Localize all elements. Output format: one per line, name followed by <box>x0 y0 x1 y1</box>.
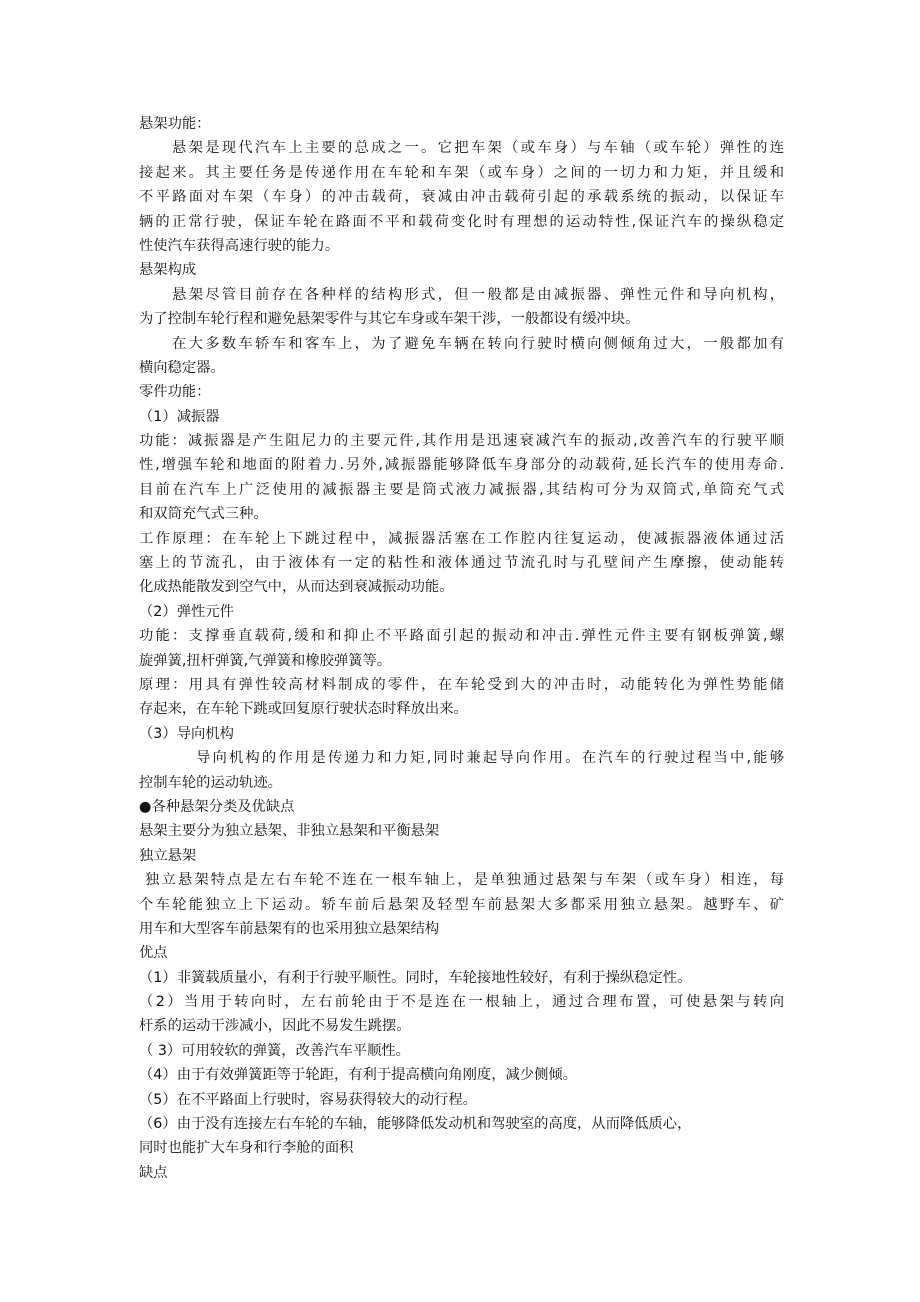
list-item: （4）由于有效弹簧距等于轮距，有利于提高横向角刚度，减少侧倾。 <box>139 1067 577 1084</box>
heading-disadvantages: 缺点 <box>139 1164 168 1181</box>
paragraph-line: 功能：减振器是产生阻尼力的主要元件,其作用是迅速衰减汽车的振动,改善汽车的行驶平顺 <box>139 433 784 450</box>
list-item-continuation: 杆系的运动干涉减小，因此不易发生跳摆。 <box>139 1018 411 1035</box>
heading-parts-function: 零件功能： <box>139 384 211 401</box>
heading-suspension-composition: 悬架构成 <box>139 262 197 279</box>
paragraph-line: 控制车轮的运动轨迹。 <box>139 774 282 791</box>
paragraph-line: 接起来。其主要任务是传递作用在车轮和车架（或车身）之间的一切力和力矩，并且缓和 <box>139 164 784 181</box>
paragraph-line: 不平路面对车架（车身）的冲击载荷，衰减由冲击载荷引起的承载系统的振动，以保证车 <box>139 189 784 206</box>
paragraph-line: 独立悬架特点是左右车轮不连在一根车轴上，是单独通过悬架与车架（或车身）相连，每 <box>145 872 784 889</box>
bullet-heading-classification: ●各种悬架分类及优缺点 <box>139 798 295 815</box>
subheading-shock-absorber: （1）减振器 <box>139 408 220 425</box>
paragraph-line: 塞上的节流孔，由于液体有一定的粘性和液体通过节流孔时与孔壁间产生摩擦，使动能转 <box>139 555 784 572</box>
subheading-elastic-element: （2）弹性元件 <box>139 603 234 620</box>
paragraph-line: 在大多数车轿车和客车上，为了避免车辆在转向行驶时横向侧倾角过大，一般都加有 <box>172 335 784 352</box>
paragraph-line: 为了控制车轮行程和避免悬架零件与其它车身或车架干涉，一般都设有缓冲块。 <box>139 311 640 328</box>
paragraph-line: 存起来，在车轮下跳或回复原行驶状态时释放出来。 <box>139 701 468 718</box>
heading-suspension-function: 悬架功能： <box>139 116 211 132</box>
document-body <box>139 112 784 1185</box>
list-item-continuation: 同时也能扩大车身和行李舱的面积 <box>139 1140 354 1157</box>
paragraph-line: 和双筒充气式三种。 <box>139 506 268 523</box>
paragraph-line: 悬架尽管目前存在各种样的结构形式，但一般都是由减振器、弹性元件和导向机构， <box>172 286 784 303</box>
paragraph-line: 悬架是现代汽车上主要的总成之一。它把车架（或车身）与车轴（或车轮）弹性的连 <box>172 140 784 157</box>
heading-advantages: 优点 <box>139 945 168 962</box>
paragraph-line: 性使汽车获得高速行驶的能力。 <box>139 237 340 254</box>
paragraph-line: 用车和大型客车前悬架有的也采用独立悬架结构 <box>139 920 440 937</box>
subheading-guide-mechanism: （3）导向机构 <box>139 725 234 742</box>
paragraph-line: 导向机构的作用是传递力和力矩,同时兼起导向作用。在汽车的行驶过程当中,能够 <box>196 750 784 767</box>
paragraph-line: 个车轮能独立上下运动。轿车前后悬架及轻型车前悬架大多都采用独立悬架。越野车、矿 <box>139 896 784 913</box>
paragraph-line: 旋弹簧,扭杆弹簧,气弹簧和橡胶弹簧等。 <box>139 652 392 669</box>
paragraph-line: 工作原理：在车轮上下跳过程中，减振器活塞在工作腔内往复运动，使减振器液体通过活 <box>139 530 784 547</box>
paragraph-line: 原理：用具有弹性较高材料制成的零件，在车轮受到大的冲击时，动能转化为弹性势能储 <box>139 676 784 693</box>
heading-independent-suspension: 独立悬架 <box>139 847 197 864</box>
list-item: （2）当用于转向时，左右前轮由于不是连在一根轴上，通过合理布置，可使悬架与转向 <box>139 994 784 1011</box>
paragraph-line: 横向稳定器。 <box>139 359 225 376</box>
paragraph-line: 目前在汽车上广泛使用的减振器主要是筒式液力减振器,其结构可分为双筒式,单筒充气式 <box>139 481 784 498</box>
paragraph-line: 功能：支撑垂直载荷,缓和和抑止不平路面引起的振动和冲击.弹性元件主要有钢板弹簧,螺 <box>139 628 784 645</box>
paragraph-line: 化成热能散发到空气中，从而达到衰减振动功能。 <box>139 579 454 596</box>
paragraph-line: 性,增强车轮和地面的附着力.另外,减振器能够降低车身部分的动载荷,延长汽车的使用寿命. <box>139 457 784 474</box>
list-item: （ 3）可用较软的弹簧，改善汽车平顺性。 <box>139 1042 410 1059</box>
list-item: （6）由于没有连接左右车轮的车轴，能够降低发动机和驾驶室的高度，从而降低质心， <box>139 1116 692 1133</box>
paragraph-line: 辆的正常行驶，保证车轮在路面不平和载荷变化时有理想的运动特性,保证汽车的操纵稳定 <box>139 213 784 230</box>
list-item: （5）在不平路面上行驶时，容易获得较大的动行程。 <box>139 1091 477 1108</box>
list-item: （1）非簧载质量小，有利于行驶平顺性。同时，车轮接地性较好，有利于操纵稳定性。 <box>139 969 692 986</box>
paragraph-line: 悬架主要分为独立悬架、非独立悬架和平衡悬架 <box>139 823 440 840</box>
